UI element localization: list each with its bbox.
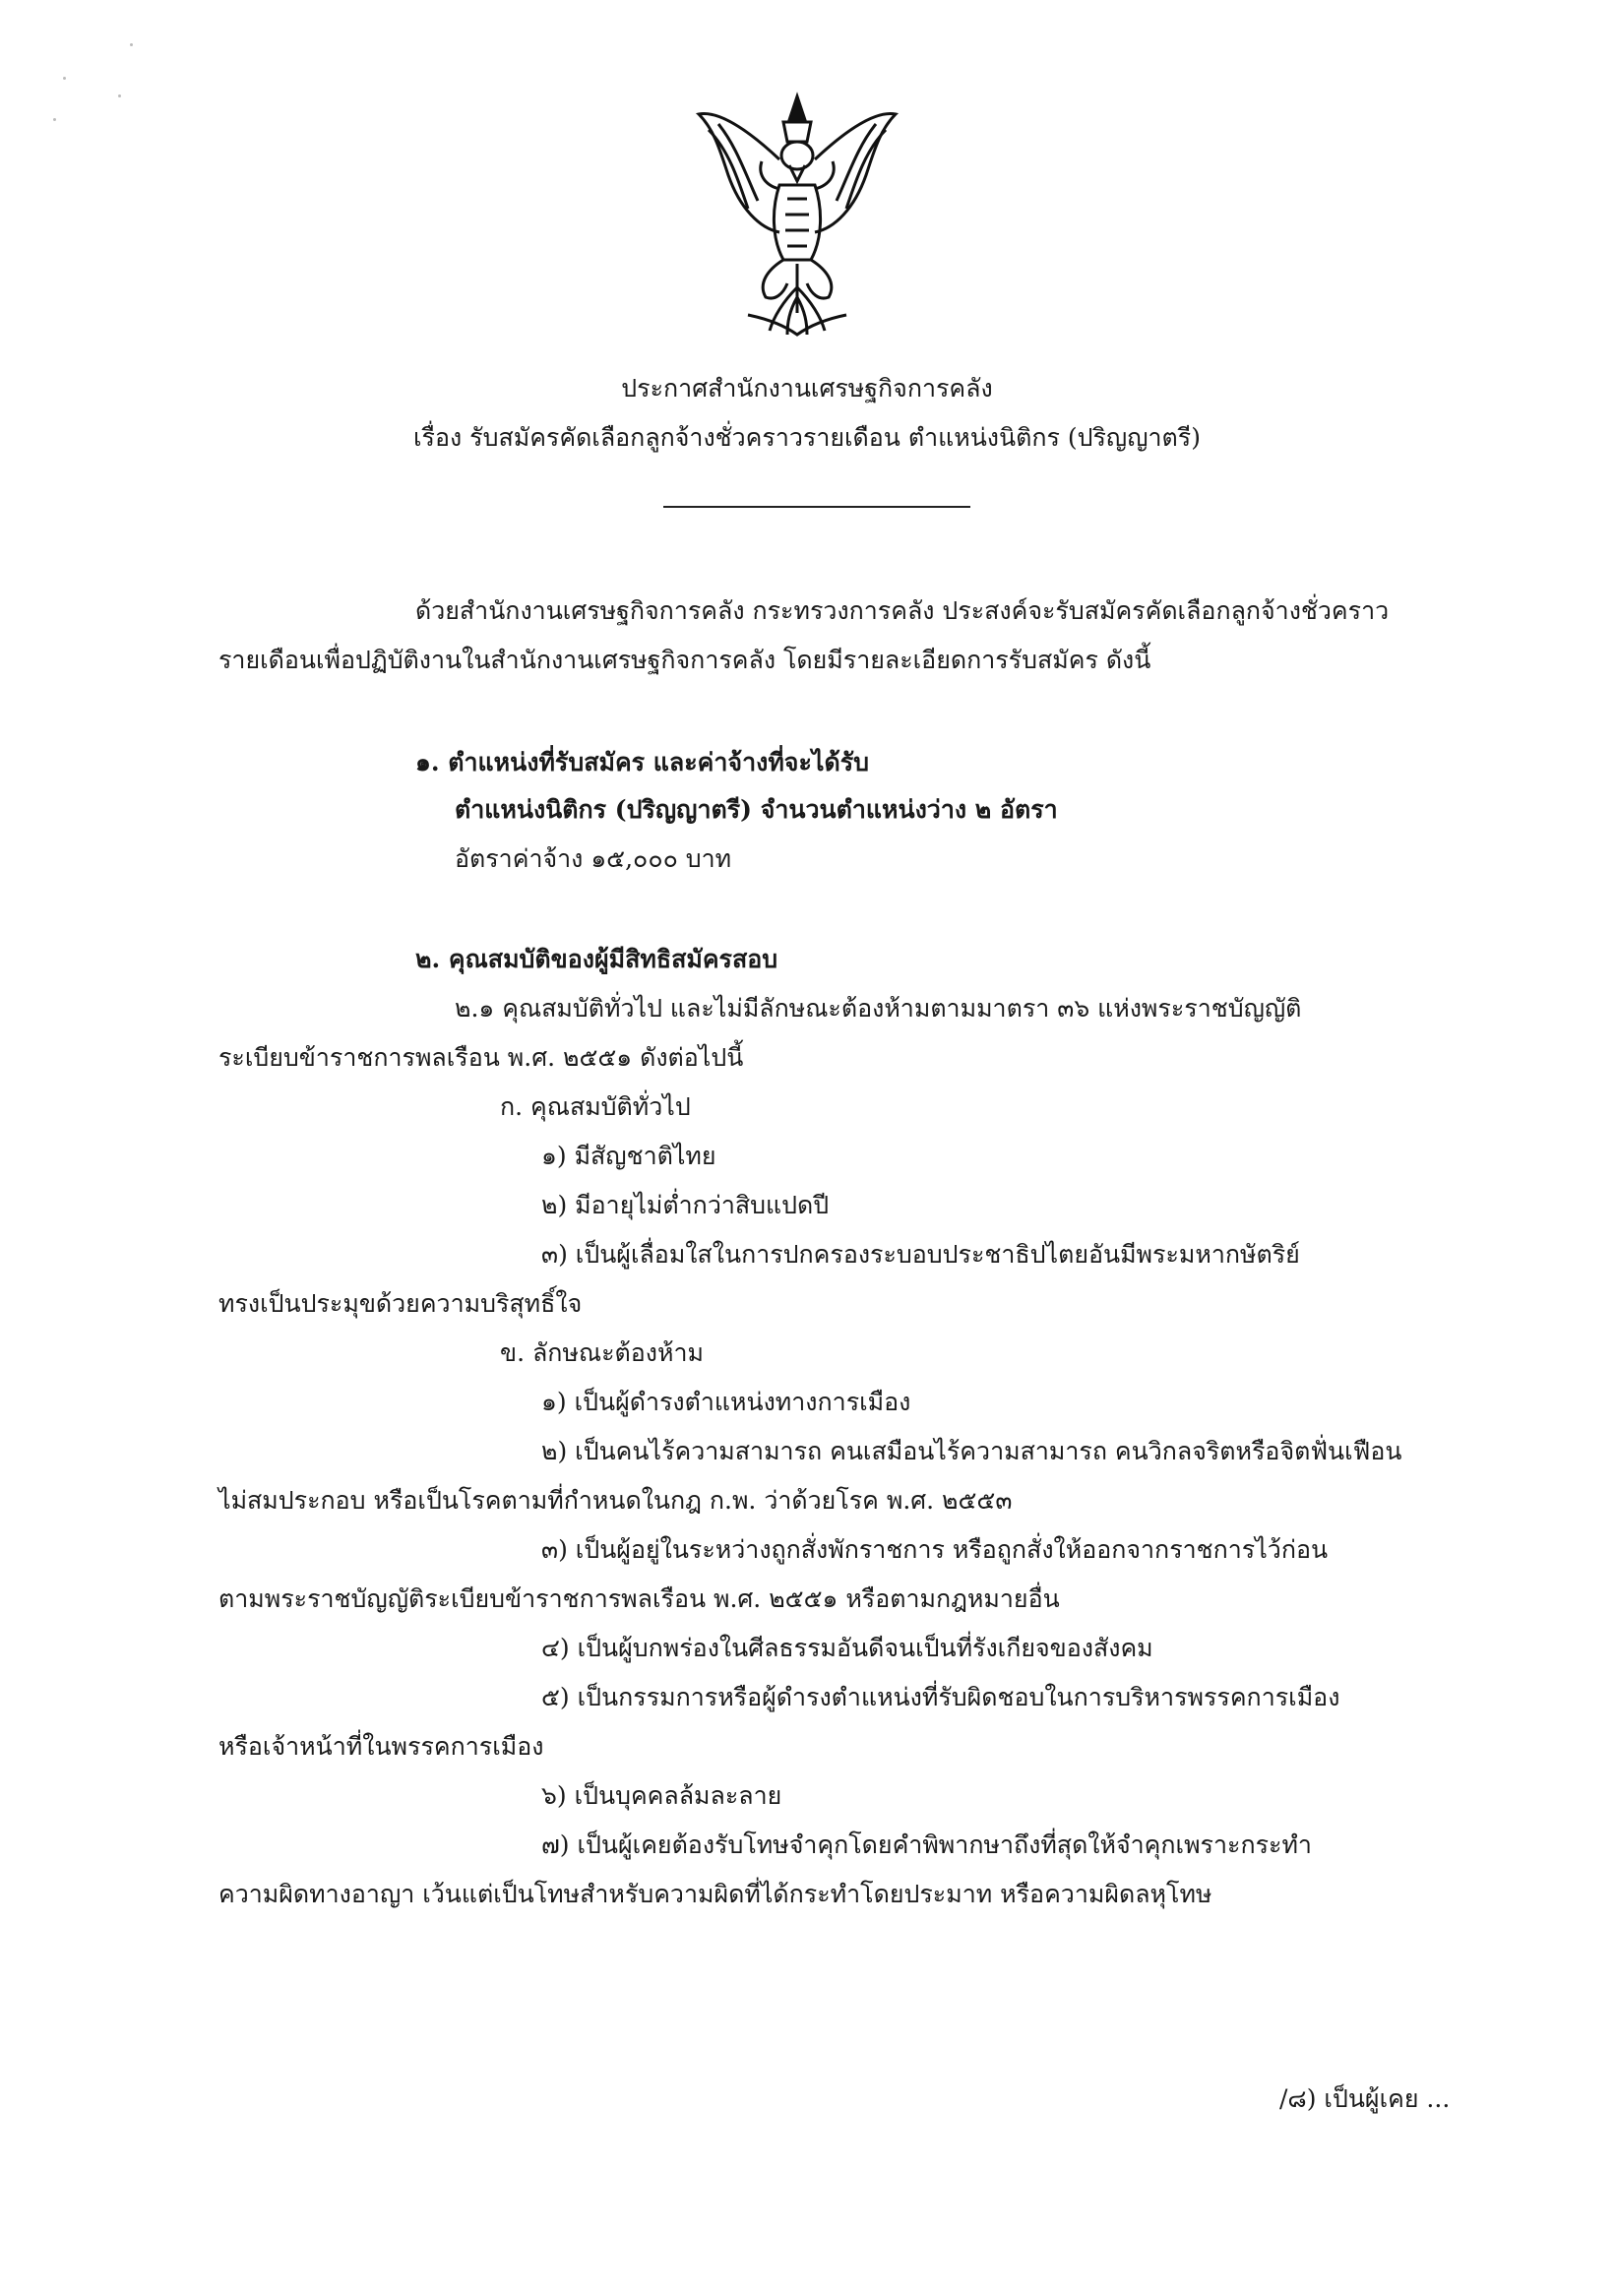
prohibited-item-continuation: ตามพระราชบัญญัติระเบียบข้าราชการพลเรือน พ.ศ. ๒๕๕๑ หรือตามกฎหมายอื่น [218,1584,1060,1613]
prohibited-item-continuation: หรือเจ้าหน้าที่ในพรรคการเมือง [218,1732,544,1761]
prohibited-item: ๔) เป็นผู้บกพร่องในศีลธรรมอันดีจนเป็นที่รังเกียจของสังคม [541,1634,1153,1662]
garuda-emblem-icon [689,91,905,337]
prohibited-item: ๕) เป็นกรรมการหรือผู้ดำรงตำแหน่งที่รับผิดชอบในการบริหารพรรคการเมือง [541,1683,1340,1711]
scan-speck [130,43,133,46]
general-qualifications-heading: ก. คุณสมบัติทั่วไป [500,1092,691,1121]
intro-line-1: ด้วยสำนักงานเศรษฐกิจการคลัง กระทรวงการคลัง ประสงค์จะรับสมัครคัดเลือกลูกจ้างชั่วคราว [415,596,1390,625]
prohibited-item: ๖) เป็นบุคคลล้มละลาย [541,1781,782,1810]
section-1-heading: ๑. ตำแหน่งที่รับสมัคร และค่าจ้างที่จะได้รับ [415,748,869,776]
prohibited-item: ๗) เป็นผู้เคยต้องรับโทษจำคุกโดยคำพิพากษาถึงที่สุดให้จำคุกเพราะกระทำ [541,1831,1312,1859]
section-2-heading: ๒. คุณสมบัติของผู้มีสิทธิสมัครสอบ [415,945,778,973]
general-item: ๓) เป็นผู้เลื่อมใสในการปกครองระบอบประชาธิปไตยอันมีพระมหากษัตริย์ [541,1240,1300,1269]
prohibited-item: ๒) เป็นคนไร้ความสามารถ คนเสมือนไร้ความสามารถ คนวิกลจริตหรือจิตฟั่นเฟือน [541,1437,1402,1465]
prohibited-characteristics-heading: ข. ลักษณะต้องห้าม [500,1338,704,1367]
prohibited-item-continuation: ความผิดทางอาญา เว้นแต่เป็นโทษสำหรับความผิดที่ได้กระทำโดยประมาท หรือความผิดลหุโทษ [218,1880,1212,1908]
announcement-title: ประกาศสำนักงานเศรษฐกิจการคลัง [621,374,993,403]
title-divider [663,506,970,508]
section-2-1-line-1: ๒.๑ คุณสมบัติทั่วไป และไม่มีลักษณะต้องห้ามตามมาตรา ๓๖ แห่งพระราชบัญญัติ [455,994,1302,1023]
prohibited-item: ๓) เป็นผู้อยู่ในระหว่างถูกสั่งพักราชการ หรือถูกสั่งให้ออกจากราชการไว้ก่อน [541,1535,1329,1564]
prohibited-item-continuation: ไม่สมประกอบ หรือเป็นโรคตามที่กำหนดในกฎ ก.พ. ว่าด้วยโรค พ.ศ. ๒๕๕๓ [218,1486,1013,1515]
general-item: ๒) มีอายุไม่ต่ำกว่าสิบแปดปี [541,1191,830,1219]
scan-speck [63,77,66,80]
general-item: ๑) มีสัญชาติไทย [541,1142,716,1170]
intro-line-2: รายเดือนเพื่อปฏิบัติงานในสำนักงานเศรษฐกิจการคลัง โดยมีรายละเอียดการรับสมัคร ดังนี้ [218,646,1151,674]
prohibited-item: ๑) เป็นผู้ดำรงตำแหน่งทางการเมือง [541,1388,911,1416]
scan-speck [118,94,121,97]
section-1-position: ตำแหน่งนิติกร (ปริญญาตรี) จำนวนตำแหน่งว่าง ๒ อัตรา [455,795,1058,824]
general-item-3-continuation: ทรงเป็นประมุขด้วยความบริสุทธิ์ใจ [218,1289,583,1318]
section-2-1-line-2: ระเบียบข้าราชการพลเรือน พ.ศ. ๒๕๕๑ ดังต่อไปนี้ [218,1043,744,1072]
section-1-wage: อัตราค่าจ้าง ๑๕,๐๐๐ บาท [455,844,732,873]
scan-speck [53,118,56,121]
announcement-subject: เรื่อง รับสมัครคัดเลือกลูกจ้างชั่วคราวรายเดือน ตำแหน่งนิติกร (ปริญญาตรี) [413,423,1201,452]
page-continuation-note: /๘) เป็นผู้เคย ... [1279,2084,1451,2113]
